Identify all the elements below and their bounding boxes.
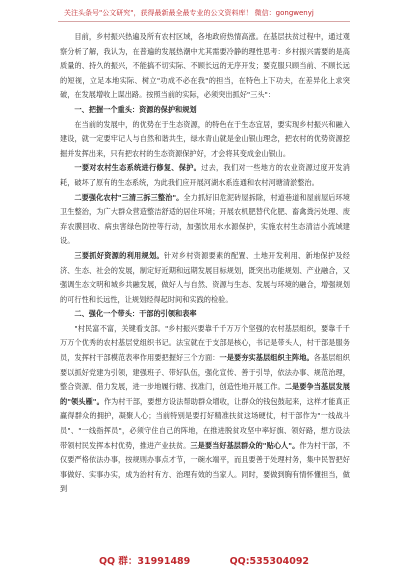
intro-paragraph: 目前，乡村振兴热遍及所有农村区域，各地政府热情高涨。在基层扶贫过程中，通过观察分析了解，我认为，在普遍的发展热潮中尤其需要冷静的理性思考：乡村振兴需要的是高质量的、持久的振兴，不能搞不切实际、不顾长远的无序开发；要克服只顾当前、不顾长远的短视，立足本地实际、树立"功成不必在我"的担当，在特色上下功夫，在差异化上求突破，在发展增收上谋出路。按照当前的实际，必须突出抓好"三头"：	[60, 32, 350, 100]
subpoint-3-text: 针对乡村资源要素的配置、土地开发利用、新地保护及经济、生态、社会的发展，制定好近期和远期发展目标规划，既突出功能规划、产业融合，又强调生态文明和城乡共融发展，做好人与自然、资源与生态、发展与环境的融合，增强规划的可行性和长远性，让规划经得起时间和实践的检验。	[60, 250, 350, 304]
subpoint-2-text: 全力抓好旧危泥砖屋拆除，村道巷道和屋前屋后环境卫生整治，为广大群众营造整洁舒适的居住环境；开展农机肥替代化肥、畜禽粪污处理、废弃农膜回收、病虫害绿色防控等行动，加强饮用水水源保护，实施农村生态清洁小流域建设。	[60, 192, 350, 246]
section-2-text-1: 各基层组织要以抓好党建为引领，建强班子、带好队伍，强化宣传、善于引导，依法办事、规范治理，整合资源、借力发展，进一步地履行辖、找准门，创造性地开展工作。	[60, 353, 350, 392]
footer-qq-group: QQ 群：31991489	[98, 556, 191, 567]
subpoint-3-lead: 三要抓好资源的利用规划。	[74, 250, 164, 260]
subpoint-1-lead: 一要对农村生态系统进行修复、保护。	[74, 163, 202, 173]
footer-qq-number: QQ:535304092	[229, 556, 310, 567]
section-2-text-3: 作为村干部，不仅要严格依法办事，按规则办事点才节，一碗水端平，而且要善于处理村务，集中民智把好事做好、实事办实，成为治村有方、治理有效的当家人。同时，要做到胸有情怀懂担当，做到	[60, 440, 350, 494]
section-2-intro: "村民富不富，关键看支部。"乡村振兴要靠千千万万个坚强的农村基层组织，要靠千千万万个优秀的农村基层党组织书记。法宝就在于支部是核心，书记是带头人，村干部是服务员，发挥村干部模范表率作用要把握好三个方面：	[60, 323, 350, 363]
subpoint-2	[60, 191, 350, 249]
section-2-paragraph	[60, 322, 350, 497]
section-2-lead-1: 一是要夯实基层组织主阵地。	[219, 353, 314, 363]
subpoint-1	[60, 161, 350, 190]
subpoint-1-text: 过去，我们对一些地方的农业资源过度开发消耗，破坏了原有的生态系统，为此我们应开展河湖水系连通和农村河塘清淤整治。	[60, 163, 350, 187]
header-banner: 关注头条号"公文研究"，获得最新最全最专业的公文资料库！ 微信：gongwenyj	[64, 9, 314, 17]
footer-contact	[0, 553, 408, 567]
section-2-text-2: 作为村干部，要想方设法帮助群众增收，让群众的钱包鼓起来，这样才能真正赢得群众的拥护，凝聚人心；当前特别是要打好精准扶贫这场硬仗，村干部作为"一线战斗员"、"一线指挥员"，必须守住自己的阵地，在推进脱贫攻坚中率好旗、领好路，想方设法带领村民发挥本村优势，推进产业扶贫。	[60, 396, 350, 450]
subpoint-3	[60, 249, 350, 307]
section-2-lead-2: 二是要争当基层发展的"领头雁"。	[60, 382, 350, 406]
section-heading-2: 二、强化一个带头：干部的引领和表率	[74, 309, 197, 319]
section-1-paragraph: 在当前的发展中，的优势在于生态资源，的特色在于生态宜居，要实现乡村振兴和融入建设，就一定要牢记人与自然和谐共生，绿水青山就是金山银山理念，把农村的优势资源挖掘并发挥出来，只有把农村的生态资源保护好，才会将其变成金山银山。	[60, 119, 350, 158]
subpoint-2-lead: 二要强化农村"三清三拆三整治"。	[74, 192, 184, 202]
article-body	[60, 30, 350, 497]
section-heading-1: 一、把握一个重头：资源的保护和规划	[74, 104, 197, 114]
header-divider	[58, 21, 350, 22]
section-2-lead-3: 三是要当好基层群众的"贴心人"。	[190, 440, 300, 450]
